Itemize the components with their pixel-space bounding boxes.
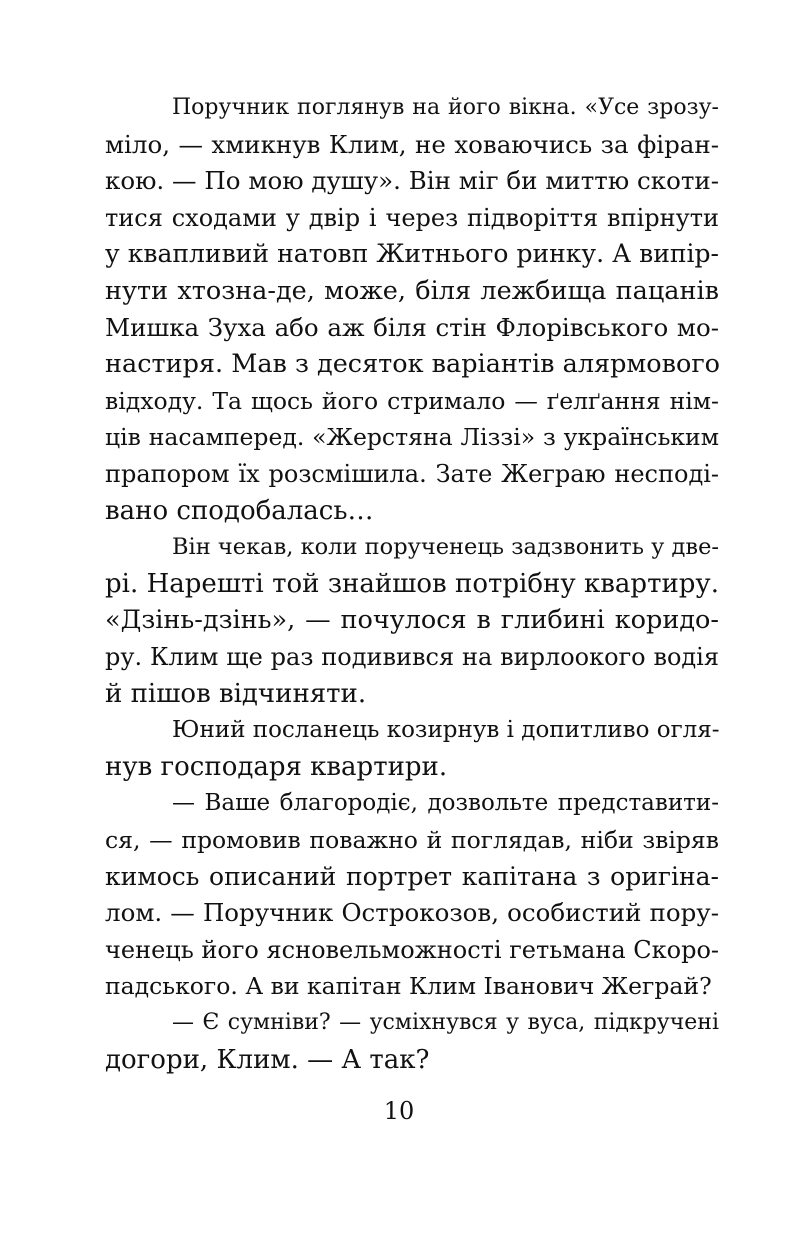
text-line-10: ців насамперед. «Жерстяна Ліззі» з українським bbox=[105, 423, 719, 452]
text-line-16: ру. Клим ще раз подивився на вирлоокого водія bbox=[105, 643, 719, 671]
text-line-18: Юний посланець козирнув і допитливо огля- bbox=[172, 717, 720, 744]
text-line-5: у квапливий натовп Житнього ринку. А випір- bbox=[105, 239, 719, 269]
text-line-25: падського. А ви капітан Клим Іванович Жеграй? bbox=[105, 972, 712, 1001]
page-number: 10 bbox=[383, 1097, 415, 1125]
text-line-7: Мишка Зуха або аж біля стін Флорівського мо- bbox=[105, 312, 719, 342]
text-line-21: ся, — промовив поважно й поглядав, ніби звіряв bbox=[105, 826, 719, 854]
text-line-26: — Є сумніви? — усміхнувся у вуса, підкручені bbox=[172, 1010, 719, 1035]
text-line-20: — Ваше благородіє, дозвольте представити- bbox=[172, 790, 719, 817]
text-line-17: й пішов відчиняти. bbox=[105, 678, 367, 709]
text-line-22: кимось описаний портрет капітана з оригіна- bbox=[105, 861, 719, 891]
text-line-11: прапором їх розсмішила. Зате Жеграю несподі- bbox=[105, 460, 719, 488]
text-line-3: кою. — По мою душу». Він міг би миттю скоти- bbox=[105, 166, 719, 196]
text-line-14: рі. Нарешті той знайшов потрібну квартиру. bbox=[105, 568, 719, 599]
text-line-12: вано сподобалась… bbox=[105, 495, 374, 526]
text-line-15: «Дзінь-дзінь», — почулося в глибині коридо- bbox=[105, 605, 719, 636]
text-line-19: нув господаря квартири. bbox=[105, 751, 448, 782]
text-line-23: лом. — Поручник Острокозов, особистий пору- bbox=[105, 898, 719, 928]
text-line-4: тися сходами у двір і через підворіття впірнути bbox=[105, 203, 719, 232]
text-line-1: Поручник поглянув на його вікна. «Усе зрозу- bbox=[172, 95, 719, 120]
text-line-8: настиря. Мав з десяток варіантів алярмового bbox=[105, 349, 721, 380]
text-line-24: ченець його ясновельможності гетьмана Скоро- bbox=[105, 935, 719, 964]
text-line-27: догори, Клим. — А так? bbox=[105, 1044, 430, 1075]
text-line-13: Він чекав, коли порученець задзвонить у две- bbox=[172, 534, 719, 561]
text-line-9: відходу. Та щось його стримало — ґелґання нім- bbox=[105, 386, 719, 415]
text-line-2: міло, — хмикнув Клим, не ховаючись за фіран- bbox=[105, 129, 719, 159]
text-line-6: нути хтозна-де, може, біля лежбища пацанів bbox=[105, 276, 719, 306]
